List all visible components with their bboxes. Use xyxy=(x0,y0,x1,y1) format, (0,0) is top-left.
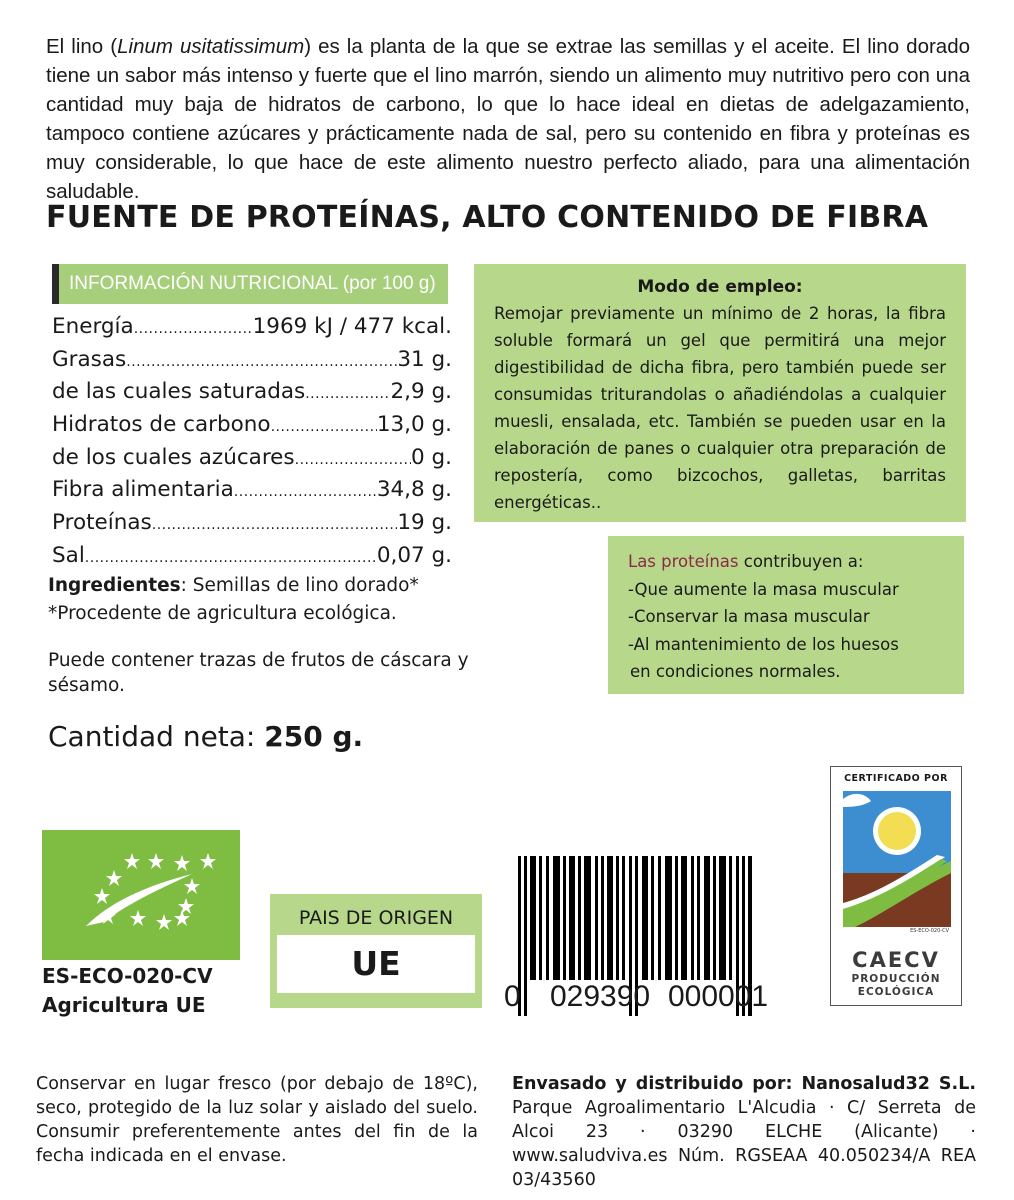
nutrition-row-fibre xyxy=(52,477,452,510)
nutrient-label: Fibra alimentaria xyxy=(52,477,234,503)
protein-claim: en condiciones normales. xyxy=(630,662,841,681)
nutrient-value: 0 g. xyxy=(411,444,452,470)
leader-dots xyxy=(271,419,377,435)
ingredients-block xyxy=(48,572,419,628)
nutrition-row-salt xyxy=(52,543,452,576)
storage-instructions: Conservar en lugar fresco (por debajo de 18ºC), seco, protegido de la luz solar y aislado del suelo. Consumir preferentemente antes del fin de la fecha indicada en el envase. xyxy=(36,1074,478,1166)
caecv-certified-by: CERTIFICADO POR xyxy=(844,773,948,784)
protein-claim: -Al mantenimiento de los huesos xyxy=(628,634,899,654)
nutrition-row-energy xyxy=(52,314,452,347)
nutrient-label: de las cuales saturadas xyxy=(52,379,306,405)
nutrition-row-saturated xyxy=(52,379,452,412)
origin-label: PAIS DE ORIGEN xyxy=(298,907,454,929)
net-quantity xyxy=(48,720,363,753)
usage-title: Modo de empleo: xyxy=(637,277,803,297)
eu-organic-leaf-logo xyxy=(42,830,240,960)
leader-dots xyxy=(126,354,397,370)
caecv-landscape-icon xyxy=(843,791,951,927)
nutrient-label: Proteínas xyxy=(52,510,152,536)
ingredients-label: Ingredientes xyxy=(48,575,181,596)
caecv-subtitle xyxy=(831,973,961,999)
nutrient-value: 2,9 g. xyxy=(390,379,452,405)
organic-control-code: ES-ECO-020-CV xyxy=(42,964,213,988)
leader-dots xyxy=(234,484,377,500)
nutrient-label: Grasas xyxy=(52,346,127,372)
agriculture-origin: Agricultura UE xyxy=(42,993,206,1017)
barcode-digit-system: 0 xyxy=(504,980,521,1013)
eu-leaf-icon xyxy=(42,830,240,960)
barcode-digits-right: 000001 xyxy=(668,980,769,1013)
nutrient-value: 34,8 g. xyxy=(376,477,452,503)
protein-intro-text: contribuyen a: xyxy=(738,552,864,571)
usage-text: Remojar previamente un mínimo de 2 horas, la fibra soluble formará un gel que permitirá una mejor digestibilidad de dicha fibra, pero también puede ser consumidas triturandolas o añadiéndolas a cualquier muesli, ensalada, etc. También se pueden usar en la elaboración de panes o cualquier otra preparación de repostería, como bizcochos, galletas, barritas energéticas.. xyxy=(494,304,946,512)
leader-dots xyxy=(305,386,390,402)
nutrition-row-sugars xyxy=(52,445,452,478)
usage-box xyxy=(474,264,966,522)
caecv-sub-line-2: ECOLÓGICA xyxy=(857,986,935,998)
ingredients-text: : Semillas de lino dorado* xyxy=(180,575,419,596)
claim-headline: FUENTE DE PROTEÍNAS, ALTO CONTENIDO DE FIBRA xyxy=(46,200,929,235)
origin-value: UE xyxy=(277,935,475,993)
nutrient-value: 1969 kJ / 477 kcal. xyxy=(252,314,452,339)
nutrient-label: Sal xyxy=(52,542,85,568)
nutrient-value: 13,0 g. xyxy=(376,412,452,438)
country-of-origin-box xyxy=(270,894,482,1008)
intro-text-1: El lino ( xyxy=(46,35,118,58)
product-description xyxy=(46,32,970,206)
nutrient-label: Energía xyxy=(52,314,134,339)
eu-organic-code xyxy=(42,962,213,1020)
protein-claims-list xyxy=(628,576,944,686)
distributor-info xyxy=(512,1072,976,1192)
nutrient-label: Hidratos de carbono xyxy=(52,412,271,438)
nutrition-header: INFORMACIÓN NUTRICIONAL (por 100 g) xyxy=(52,264,448,304)
barcode-digits-left: 029390 xyxy=(550,980,651,1013)
distributor-address: Parque Agroalimentario L'Alcudia · C/ Serreta de Alcoi 23 · 03290 ELCHE (Alicante) · www.saludviva.es Núm. RGSEAA 40.050234/A REA 03/43560 xyxy=(512,1098,976,1190)
nutrition-row-carbs xyxy=(52,412,452,445)
protein-claim: -Que aumente la masa muscular xyxy=(628,579,899,599)
organic-note: *Procedente de agricultura ecológica. xyxy=(48,603,397,624)
nutrition-row-protein xyxy=(52,510,452,543)
leader-dots xyxy=(85,550,377,566)
nutrient-value: 0,07 g. xyxy=(376,542,452,568)
distributor-label: Envasado y distribuido por: Nanosalud32 S.L. xyxy=(512,1074,976,1094)
caecv-certification-seal xyxy=(830,766,962,1006)
caecv-sub-line-1: PRODUCCIÓN xyxy=(851,973,941,985)
net-label: Cantidad neta: xyxy=(48,720,265,753)
leader-dots xyxy=(295,452,411,468)
intro-text-2: ) es la planta de la que se extrae las semillas y el aceite. El lino dorado tiene un sabor más intenso y fuerte que el lino marrón, siendo un alimento muy nutritivo pero con una cantidad muy baja de hidratos de carbono, lo que lo hace ideal en dietas de adelgazamiento, tampoco contiene azúcares y prácticamente nada de sal, pero su contenido en fibra y proteínas es muy considerable, lo que hace de este alimento nuestro perfecto aliado, para una alimentación saludable. xyxy=(46,35,971,203)
nutrition-row-fat xyxy=(52,347,452,380)
net-value: 250 g. xyxy=(264,720,364,753)
nutrient-value: 19 g. xyxy=(397,510,452,536)
caecv-code: ES-ECO-020-CV xyxy=(910,928,949,934)
nutrition-table xyxy=(52,314,452,576)
protein-accent-text: Las proteínas xyxy=(628,552,739,571)
ingredients-line xyxy=(48,572,419,600)
leader-dots xyxy=(134,321,253,337)
protein-intro xyxy=(628,548,944,576)
latin-name: Linum usitatissimum xyxy=(117,35,305,58)
allergen-traces: Puede contener trazas de frutos de cáscara y sésamo. xyxy=(48,650,469,696)
caecv-name: CAECV xyxy=(852,948,940,972)
nutrient-label: de los cuales azúcares xyxy=(52,444,295,470)
leader-dots xyxy=(152,517,398,533)
nutrient-value: 31 g. xyxy=(397,346,452,372)
protein-claims-box xyxy=(608,536,964,694)
protein-claim: -Conservar la masa muscular xyxy=(628,607,870,626)
